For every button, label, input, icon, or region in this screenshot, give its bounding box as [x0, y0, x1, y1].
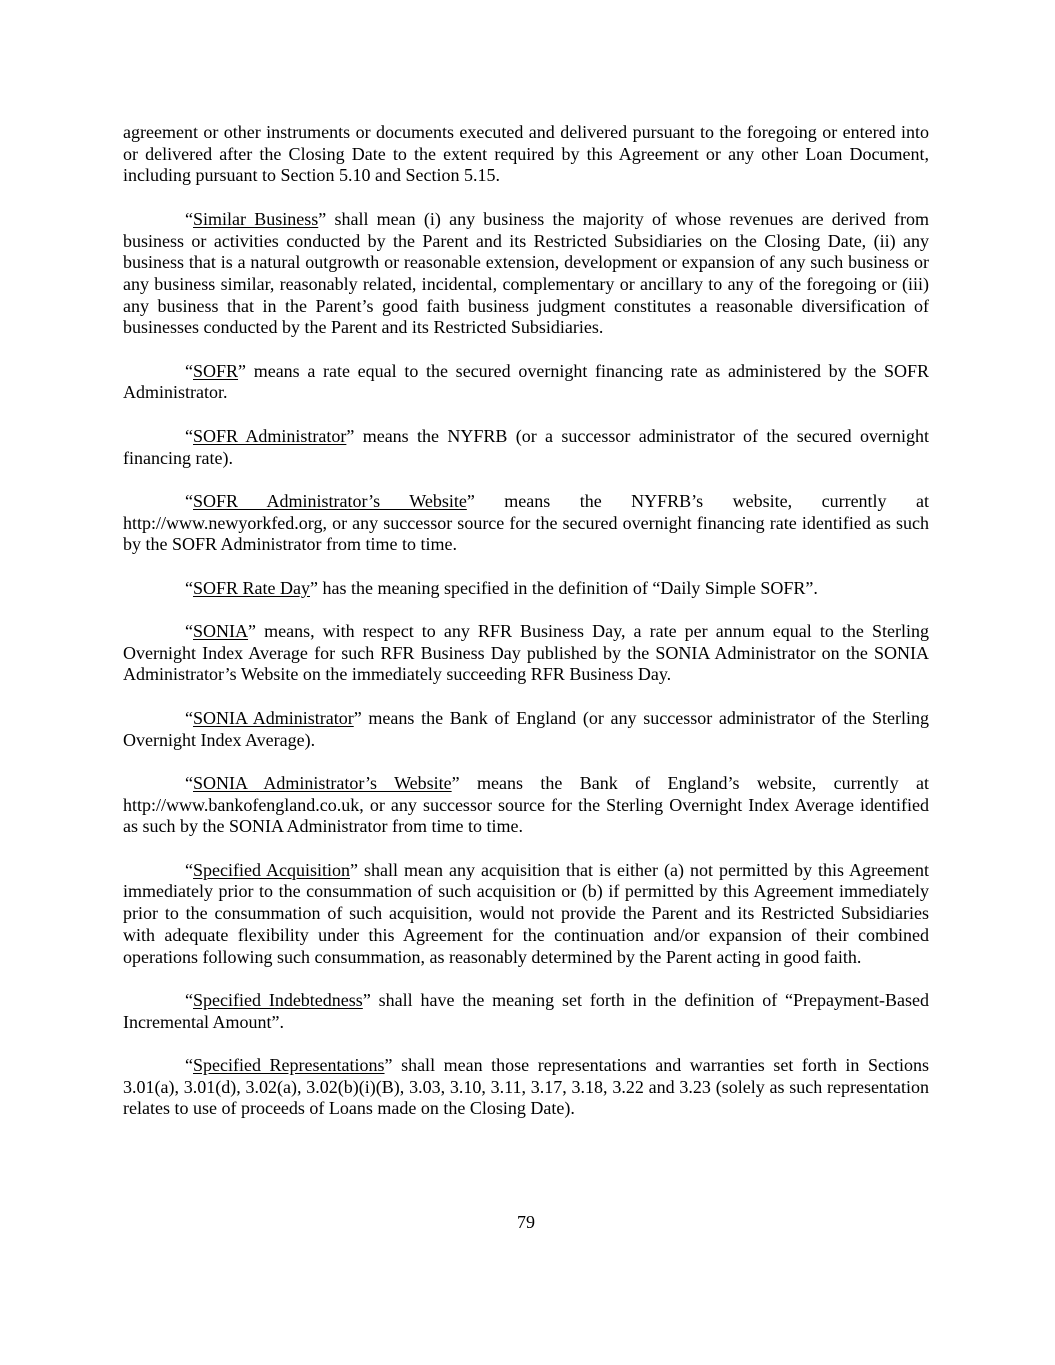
paragraph-text: ” means the NYFRB’s website, currently at http://www.newyorkfed.org, or any successor source for the secured overnight financing rate identified as such by the SOFR Administrator from time to time.	[123, 490, 930, 555]
definition-paragraph-sonia-administrators-website	[123, 773, 929, 838]
paragraph-text: ” means the Bank of England (or any successor administrator of the Sterling Overnight Index Average).	[123, 707, 929, 750]
definition-paragraph-sonia-administrator	[123, 708, 929, 751]
defined-term: Specified Representations	[193, 1055, 385, 1076]
definition-paragraph-similar-business	[123, 209, 929, 339]
definition-paragraph-sofr-administrators-website	[123, 491, 929, 556]
paragraph-text: ” means the Bank of England’s website, currently at http://www.bankofengland.co.uk, or any successor source for the Sterling Overnight Index Average identified as such by the SONIA Administrator from time to time.	[123, 772, 930, 837]
paragraph-text: ” shall mean (i) any business the majority of whose revenues are derived from business or activities conducted by the Parent and its Restricted Subsidiaries on the Closing Date, (ii) any business that is a natural outgrowth or reasonable extension, development or expansion of any such business or any business similar, reasonably related, incidental, complementary or ancillary to any of the foregoing or (iii) any business that in the Parent’s good faith business judgment constitutes a reasonable diversification of businesses conducted by the Parent and its Restricted Subsidiaries.	[123, 208, 929, 338]
definition-paragraph-specified-acquisition	[123, 860, 929, 969]
open-quote: “	[185, 621, 193, 642]
open-quote: “	[185, 707, 193, 728]
definition-paragraph-sofr-rate-day	[123, 578, 929, 600]
defined-term: Similar Business	[193, 208, 319, 229]
defined-term: SOFR	[193, 360, 239, 381]
defined-term: SOFR Administrator	[193, 425, 347, 446]
open-quote: “	[185, 360, 193, 381]
open-quote: “	[185, 859, 193, 880]
open-quote: “	[185, 1055, 193, 1076]
definition-paragraph-sofr	[123, 361, 929, 404]
open-quote: “	[185, 490, 193, 511]
open-quote: “	[185, 577, 193, 598]
defined-term: Specified Acquisition	[193, 859, 350, 880]
open-quote: “	[185, 989, 193, 1010]
document-body	[123, 122, 929, 1142]
paragraph-text: ” means a rate equal to the secured overnight financing rate as administered by the SOFR Administrator.	[123, 360, 929, 403]
paragraph-text: ” shall mean those representations and warranties set forth in Sections 3.01(a), 3.01(d), 3.02(a), 3.02(b)(i)(B), 3.03, 3.10, 3.11, 3.17, 3.18, 3.22 and 3.23 (solely as such representation relates to use of proceeds of Loans made on the Closing Date).	[123, 1055, 929, 1119]
definition-paragraph-sofr-administrator	[123, 426, 929, 469]
defined-term: SONIA Administrator’s Website	[193, 772, 452, 793]
definition-paragraph-specified-representations	[123, 1055, 929, 1120]
defined-term: SOFR Administrator’s Website	[193, 490, 467, 511]
paragraph-text: ” means the NYFRB (or a successor administrator of the secured overnight financing rate).	[123, 425, 929, 468]
paragraph-continuation	[123, 122, 929, 187]
defined-term: SONIA	[193, 621, 249, 642]
open-quote: “	[185, 425, 193, 446]
definition-paragraph-sonia	[123, 621, 929, 686]
open-quote: “	[185, 208, 193, 229]
paragraph-text: ” has the meaning specified in the definition of “Daily Simple SOFR”.	[310, 577, 818, 598]
paragraph-text: ” shall mean any acquisition that is either (a) not permitted by this Agreement immediately prior to the consummation of such acquisition or (b) if permitted by this Agreement immediately prior to the consummation of such acquisition, would not provide the Parent and its Restricted Subsidiaries with adequate flexibility under this Agreement for the continuation and/or expansion of their combined operations following such consummation, as reasonably determined by the Parent acting in good faith.	[123, 859, 929, 967]
page-number: 79	[517, 1212, 535, 1232]
paragraph-text: agreement or other instruments or documents executed and delivered pursuant to the foregoing or entered into or delivered after the Closing Date to the extent required by this Agreement or any other Loan Document, including pursuant to Section 5.10 and Section 5.15.	[123, 122, 929, 186]
defined-term: SOFR Rate Day	[193, 577, 310, 598]
defined-term: SONIA Administrator	[193, 707, 354, 728]
paragraph-text: ” shall have the meaning set forth in the definition of “Prepayment-Based Incremental Amount”.	[123, 989, 930, 1032]
defined-term: Specified Indebtedness	[193, 989, 363, 1010]
definition-paragraph-specified-indebtedness	[123, 990, 929, 1033]
open-quote: “	[185, 772, 193, 793]
paragraph-text: ” means, with respect to any RFR Business Day, a rate per annum equal to the Sterling Overnight Index Average for such RFR Business Day published by the SONIA Administrator on the SONIA Administrator’s Website on the immediately succeeding RFR Business Day.	[123, 621, 929, 685]
